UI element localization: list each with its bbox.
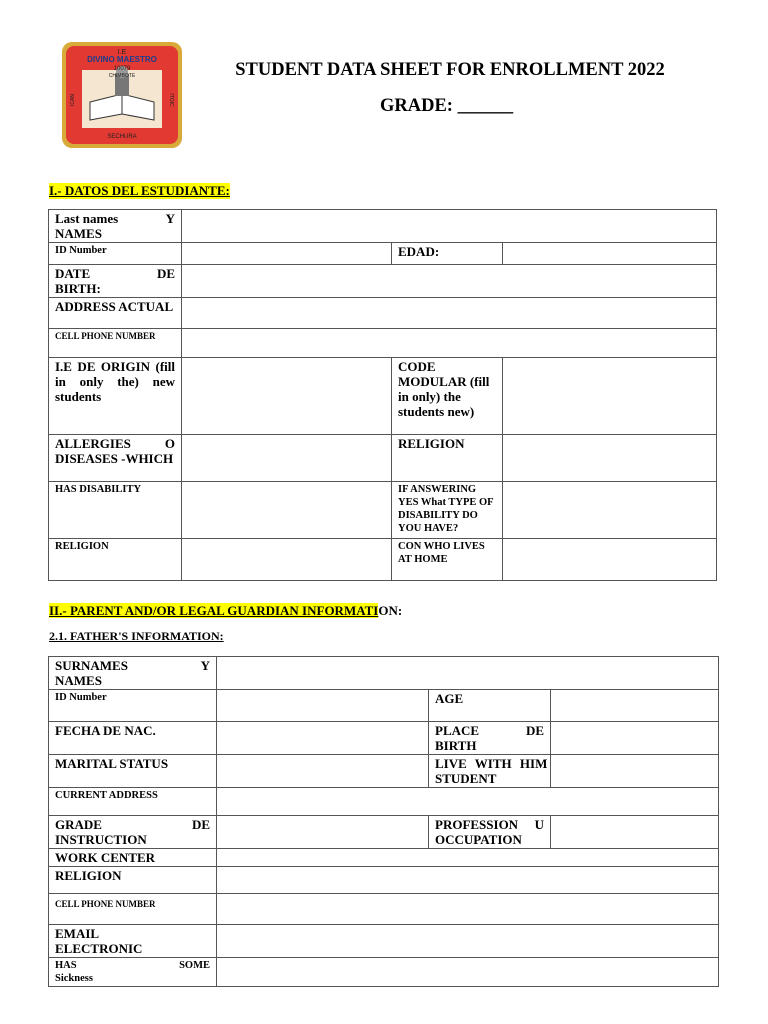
- con-who-field[interactable]: [503, 539, 717, 581]
- student-data-table: [48, 209, 717, 581]
- edad-label: EDAD:: [392, 243, 503, 265]
- has-disability-label: HAS DISABILITY: [49, 482, 182, 539]
- religion-label-a: RELIGION: [392, 435, 503, 482]
- fecha-label: FECHA DE NAC.: [49, 722, 217, 755]
- profession-field[interactable]: [551, 816, 719, 849]
- school-logo: [60, 40, 184, 150]
- grade-instruction-field[interactable]: [217, 816, 429, 849]
- ie-origin-field[interactable]: [182, 358, 392, 435]
- current-address-field[interactable]: [217, 788, 719, 816]
- live-with-label: LIVE WITH HIM STUDENT: [429, 755, 551, 788]
- father-id-field[interactable]: [217, 690, 429, 722]
- allergies-label: ALLERGIES O DISEASES -WHICH: [49, 435, 182, 482]
- religion-field-b[interactable]: [182, 539, 392, 581]
- age-label: AGE: [429, 690, 551, 722]
- father-religion-label: RELIGION: [49, 867, 217, 894]
- father-id-label: ID Number: [49, 690, 217, 722]
- father-religion-field[interactable]: [217, 867, 719, 894]
- age-field[interactable]: [551, 690, 719, 722]
- logo-right-side: ITOIC: [168, 93, 174, 107]
- religion-label-b: RELIGION: [49, 539, 182, 581]
- place-birth-label: PLACE DE BIRTH: [429, 722, 551, 755]
- section2-subheading: 2.1. FATHER'S INFORMATION:: [49, 629, 224, 643]
- logo-top-text: I.E: [117, 49, 127, 56]
- logo-bottom-text: SECHURA: [107, 134, 137, 140]
- email-label: EMAIL ELECTRONIC: [49, 925, 217, 958]
- logo-name: DIVINO MAESTRO: [87, 55, 157, 64]
- code-modular-label: CODE MODULAR (fill in only) the students new): [392, 358, 503, 435]
- cell-label: CELL PHONE NUMBER: [49, 329, 182, 358]
- section2-heading: II.- PARENT AND/OR LEGAL GUARDIAN INFORMATION:: [49, 603, 403, 618]
- cell-field[interactable]: [182, 329, 717, 358]
- work-center-label: WORK CENTER: [49, 849, 217, 867]
- father-cell-field[interactable]: [217, 894, 719, 925]
- logo-left-side: ICAN: [70, 94, 76, 106]
- address-field[interactable]: [182, 298, 717, 329]
- section1-heading: I.- DATOS DEL ESTUDIANTE:: [49, 183, 230, 198]
- edad-field[interactable]: [503, 243, 717, 265]
- work-center-field[interactable]: [217, 849, 719, 867]
- live-with-field[interactable]: [551, 755, 719, 788]
- sickness-field[interactable]: [217, 958, 719, 987]
- page-title: STUDENT DATA SHEET FOR ENROLLMENT 2022: [235, 60, 665, 80]
- allergies-field[interactable]: [182, 435, 392, 482]
- marital-label: MARITAL STATUS: [49, 755, 217, 788]
- marital-field[interactable]: [217, 755, 429, 788]
- father-cell-label: CELL PHONE NUMBER: [49, 894, 217, 925]
- surnames-label: SURNAMES Y NAMES: [49, 657, 217, 690]
- id-number-label: ID Number: [49, 243, 182, 265]
- grade-instruction-label: GRADE DE INSTRUCTION: [49, 816, 217, 849]
- email-field[interactable]: [217, 925, 719, 958]
- has-disability-field[interactable]: [182, 482, 392, 539]
- dob-label: DATE DE BIRTH:: [49, 265, 182, 298]
- profession-label: PROFESSION U OCCUPATION: [429, 816, 551, 849]
- if-yes-label: IF ANSWERING YES What TYPE OF DISABILITY DO YOU HAVE?: [392, 482, 503, 539]
- grade-line: GRADE: ______: [380, 96, 514, 116]
- fecha-field[interactable]: [217, 722, 429, 755]
- father-data-table: [48, 656, 719, 987]
- if-yes-field[interactable]: [503, 482, 717, 539]
- logo-sub: CHIMBOTE: [108, 73, 136, 79]
- place-birth-field[interactable]: [551, 722, 719, 755]
- dob-field[interactable]: [182, 265, 717, 298]
- current-address-label: CURRENT ADDRESS: [49, 788, 217, 816]
- religion-field-a[interactable]: [503, 435, 717, 482]
- con-who-label: CON WHO LIVES AT HOME: [392, 539, 503, 581]
- code-modular-field[interactable]: [503, 358, 717, 435]
- id-number-field[interactable]: [182, 243, 392, 265]
- sickness-label: HAS SOME Sickness: [49, 958, 217, 987]
- ie-origin-label: I.E DE ORIGIN (fill in only the) new students: [49, 358, 182, 435]
- surnames-field[interactable]: [217, 657, 719, 690]
- address-label: ADDRESS ACTUAL: [49, 298, 182, 329]
- logo-code: 10079: [113, 66, 131, 72]
- last-names-label: Last names Y NAMES: [49, 210, 182, 243]
- last-names-field[interactable]: [182, 210, 717, 243]
